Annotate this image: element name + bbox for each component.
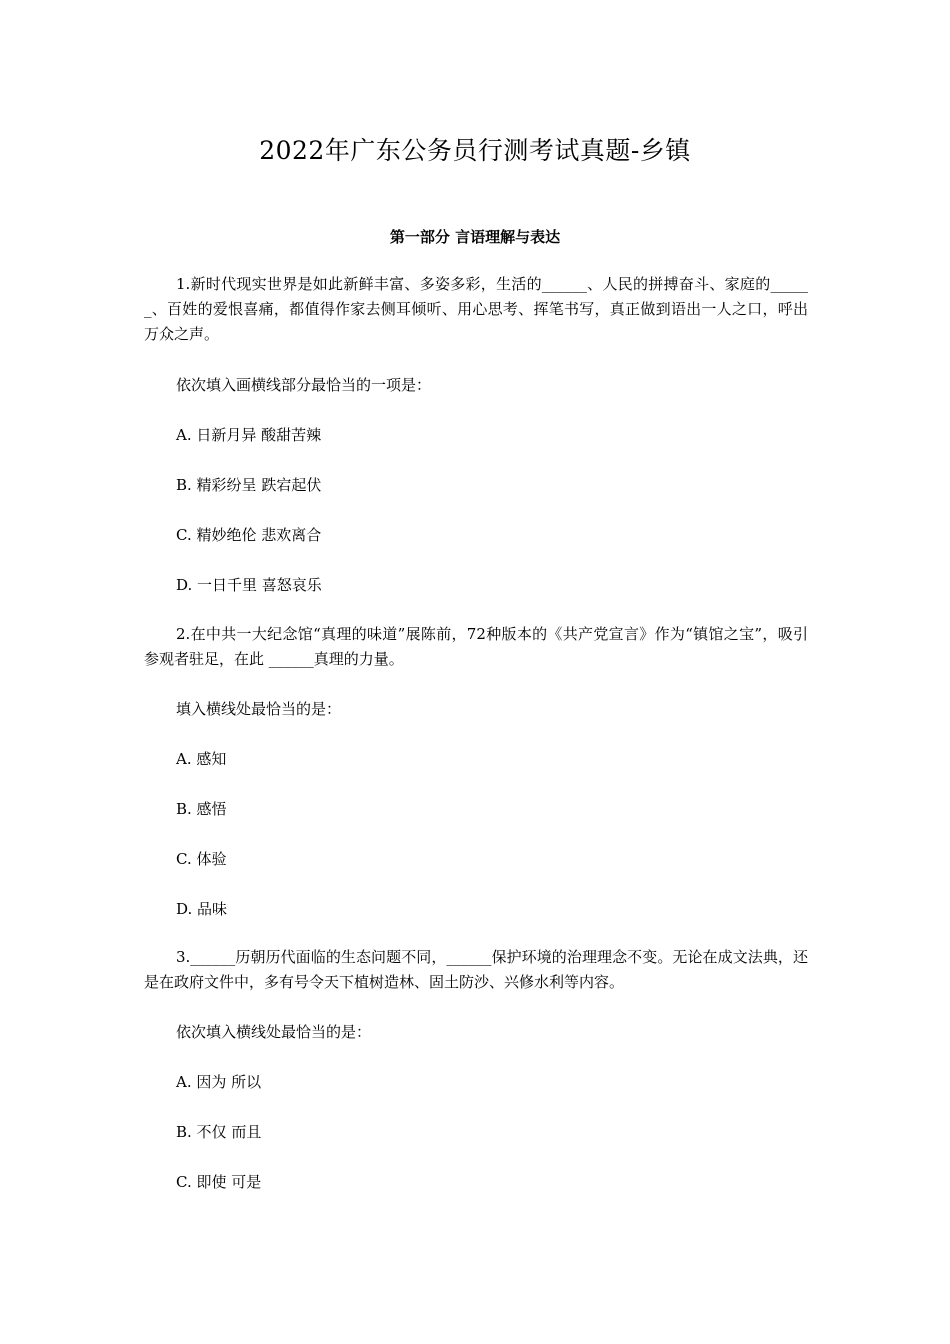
document-title: 2022年广东公务员行测考试真题-乡镇 xyxy=(259,136,691,165)
question-3-stem: 3.______历朝历代面临的生态问题不同，______保护环境的治理理念不变。无论在成文法典，还是在政府文件中，多有号令天下植树造林、固土防沙、兴修水利等内容。 xyxy=(144,948,808,991)
question-1-option-c: C. 精妙绝伦 悲欢离合 xyxy=(176,526,322,544)
question-3-option-c: C. 即使 可是 xyxy=(176,1173,262,1191)
question-3-prompt: 依次填入横线处最恰当的是： xyxy=(176,1023,372,1041)
question-3-option-a: A. 因为 所以 xyxy=(176,1073,262,1091)
question-2-stem: 2.在中共一大纪念馆“真理的味道”展陈前，72种版本的《共产党宣言》作为“镇馆之宝”，吸引参观者驻足，在此 ______真理的力量。 xyxy=(144,625,808,668)
question-2-option-c: C. 体验 xyxy=(176,850,227,868)
question-1-option-d: D. 一日千里 喜怒哀乐 xyxy=(176,576,322,594)
section-heading: 第一部分 言语理解与表达 xyxy=(389,228,561,246)
question-2-option-d: D. 品味 xyxy=(176,900,228,918)
question-1-option-b: B. 精彩纷呈 跌宕起伏 xyxy=(176,476,322,494)
question-2-option-a: A. 感知 xyxy=(176,750,227,768)
question-2-prompt: 填入横线处最恰当的是： xyxy=(176,700,342,718)
question-3-option-b: B. 不仅 而且 xyxy=(176,1123,262,1141)
question-1-prompt: 依次填入画横线部分最恰当的一项是： xyxy=(176,376,432,394)
question-1-stem: 1.新时代现实世界是如此新鲜丰富、多姿多彩，生活的______、人民的拼搏奋斗、家庭的______、百姓的爱恨喜痛，都值得作家去侧耳倾听、用心思考、挥笔书写，真正做到语出一人之口，呼出万众之声。 xyxy=(144,275,808,343)
question-1-option-a: A. 日新月异 酸甜苦辣 xyxy=(176,426,322,444)
question-2-option-b: B. 感悟 xyxy=(176,800,227,818)
